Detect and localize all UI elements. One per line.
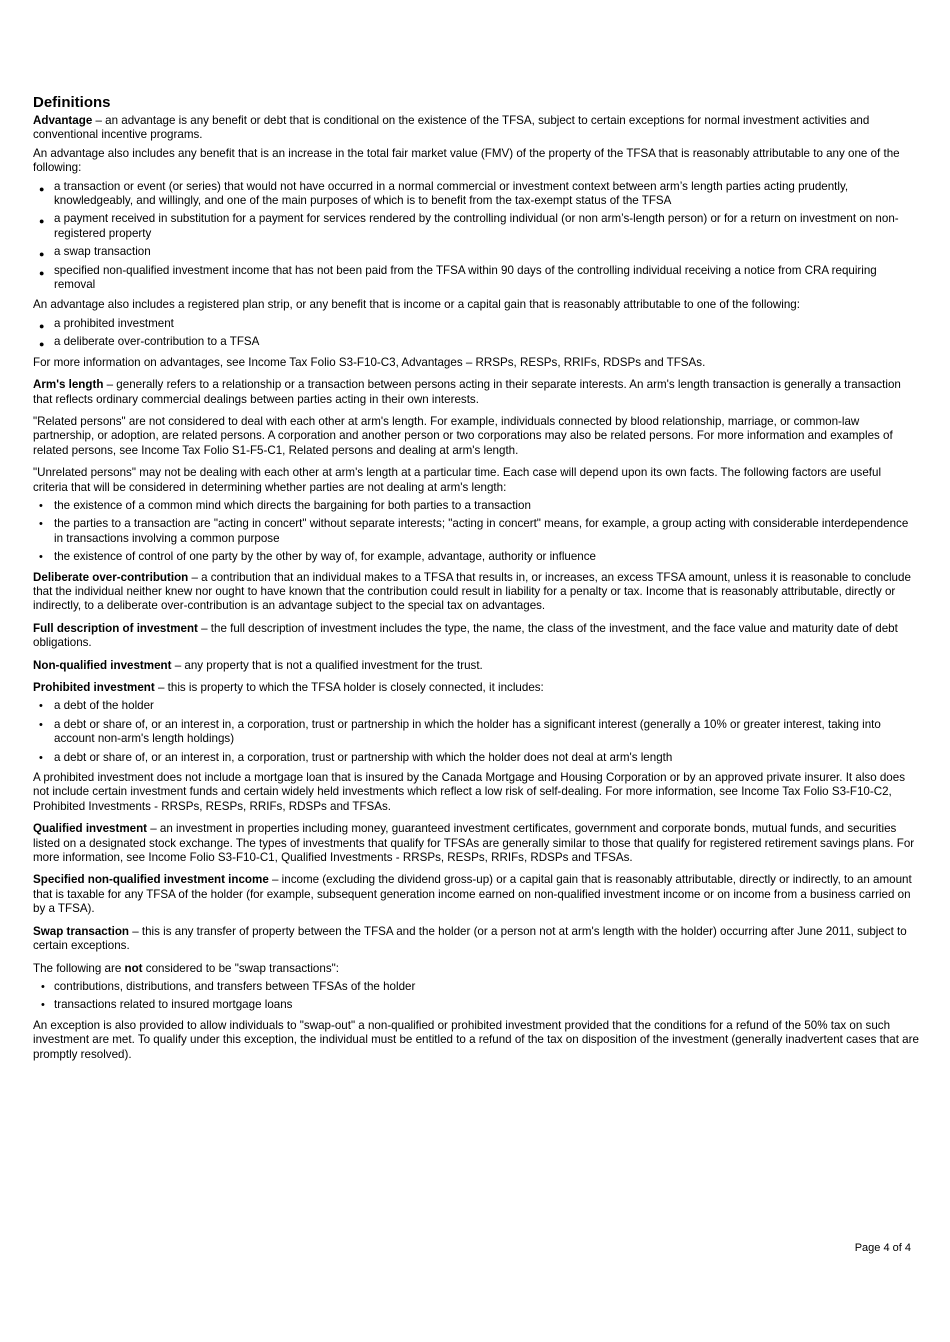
paragraph: "Unrelated persons" may not be dealing with each other at arm's length at a particular time. Each case will depend upon its own facts. The following factors are useful criteria that will be considered in determining whether parties are not dealing at arm's length: (33, 466, 882, 494)
bullet-icon: • (39, 518, 43, 531)
bullet-icon: • (39, 751, 43, 764)
paragraph: An exception is also provided to allow individuals to "swap-out" a non-qualified or prohibited investment provided that the conditions for a refund of the 50% tax on such investment are met. To qualify under this exception, the individual must be entitled to a refund of the tax on disposition of the investment (generally inadvertent cases that are promptly resolved). (33, 1018, 919, 1061)
section-heading: Definitions (33, 94, 111, 111)
bullet-icon: ● (39, 216, 45, 227)
definition-text: – the full description of investment includes the type, the name, the class of the investment, and the face value and maturity date of debt obligations. (33, 621, 898, 650)
list-item: • the parties to a transaction are "acting in concert" without separate interests; "acting in concert" means, for example, a group acting with considerable interdependence in transactions involving a common purpose (39, 517, 909, 545)
list-item: ● a transaction or event (or series) that would not have occurred in a normal commercial or investment context between arm’s length parties acting prudently, knowledgeably, and willingly, and one of the main purposes of which is to benefit from the tax-exempt status of the TFSA (39, 179, 849, 208)
bullet-icon: ● (39, 267, 45, 278)
definition-advantage (33, 114, 919, 143)
definition-specified (33, 873, 919, 916)
definition-text: – income (excluding the dividend gross-up) or a capital gain that is reasonably attributable, directly or indirectly, to an amount that is taxable for any TFSA of the holder (for example, subsequent generation income earned on non-qualified investment income or on income from a business carried on by a TFSA). (33, 873, 912, 916)
definition-non-qualified (33, 659, 919, 673)
term-specified: Specified non-qualified investment income (33, 873, 269, 887)
term-qualified: Qualified investment (33, 822, 148, 836)
list-item: ● a deliberate over-contribution to a TFSA (33, 335, 919, 349)
swap-not-paragraph: The following are not considered to be "swap transactions": (33, 961, 339, 975)
definition-text: – this is any transfer of property between the TFSA and the holder (or a person not at arm's length with the holder) occurring after June 2011, subject to certain exceptions. (33, 924, 907, 953)
paragraph: "Related persons" are not considered to deal with each other at arm's length. For example, individuals connected by blood relationship, marriage, or common-law partnership, or adoption, are related persons. A corporation and another person or two corporations may also be related persons. For more information and examples of related persons, see Income Tax Folio S1-F5-C1, Related persons and dealing at arm's length. (33, 414, 893, 457)
definition-full-description (33, 622, 919, 651)
paragraph: For more information on advantages, see Income Tax Folio S3-F10-C3, Advantages – RRSPs, RESPs, RRIFs, RDSPs and TFSAs. (33, 355, 706, 369)
list-item: ● a payment received in substitution for a payment for services rendered by the controlling individual (or non arm’s-length person) or for a return on investment on non-registered property (39, 212, 899, 240)
term-deliberate-over-contribution: Deliberate over-contribution (33, 570, 189, 584)
list-item: • a debt or share of, or an interest in, a corporation, trust or partnership in which the holder has a significant interest (generally a 10% or greater interest, taking into account non-arm's length holdings) (39, 717, 881, 746)
bullet-icon: • (39, 499, 43, 512)
term-full-description: Full description of investment (33, 621, 198, 635)
advantage-list-1 (33, 180, 919, 293)
definition-qualified (33, 822, 919, 865)
list-item: ● specified non-qualified investment income that has not been paid from the TFSA within 90 days of the controlling individual receiving a notice from CRA requiring removal (39, 263, 877, 292)
page-number: Page 4 of 4 (854, 1242, 911, 1254)
list-item: ● a swap transaction (33, 245, 919, 259)
paragraph: An advantage also includes a registered plan strip, or any benefit that is income or a capital gain that is reasonably attributable to one of the following: (33, 298, 800, 312)
definition-deliberate-over-contribution (33, 571, 919, 614)
list-item: • the existence of control of one party by the other by way of, for example, advantage, authority or influence (39, 550, 597, 564)
term-advantage: Advantage (33, 114, 93, 127)
list-item: • the existence of a common mind which directs the bargaining for both parties to a transaction (39, 498, 531, 512)
document-body (33, 94, 919, 1070)
term-non-qualified: Non-qualified investment (33, 658, 172, 672)
bullet-icon: ● (39, 249, 45, 260)
list-item: • contributions, distributions, and transfers between TFSAs of the holder (41, 979, 416, 993)
definition-text: – generally refers to a relationship or a transaction between persons acting in their separate interests. An arm's length transaction is generally a transaction that reflects ordinary commercial dealings between parties acting in their own interests. (33, 378, 901, 406)
definition-text: – an investment in properties including money, guaranteed investment certificates, government and corporate bonds, mutual funds, and securities listed on a designated stock exchange. The types of investments that qualify for TFSAs are generally similar to those that qualify for registered retirement savings plans. For more information, see Income Folio S3-F10-C1, Qualified Investments - RRSPs, RESPs, RRIFs, RDSPs and TFSAs. (33, 822, 915, 865)
paragraph: An advantage also includes any benefit that is an increase in the total fair market value (FMV) of the property of the TFSA that is reasonably attributable to any one of the following: (33, 146, 900, 175)
definition-text: – this is property to which the TFSA holder is closely connected, it includes: (154, 681, 544, 694)
list-item: ● a prohibited investment (33, 317, 919, 331)
bullet-icon: ● (39, 183, 45, 194)
term-arms-length: Arm's length (33, 378, 104, 392)
term-swap: Swap transaction (33, 924, 129, 938)
arms-length-list (33, 499, 919, 565)
definition-text: – a contribution that an individual makes to a TFSA that results in, or increases, an excess TFSA amount, unless it is reasonable to conclude that the individual neither knew nor ought to have known that the contribution could result in liability for a penalty or tax. Income that is reasonably attributable, directly or indirectly, to a deliberate over-contribution is an advantage subject to the special tax on advantages. (33, 570, 911, 613)
definition-swap (33, 925, 919, 954)
term-prohibited: Prohibited investment (33, 681, 155, 694)
prohibited-list (33, 699, 919, 765)
bullet-icon: • (41, 980, 45, 993)
swap-list (33, 980, 919, 1013)
definition-text: – an advantage is any benefit or debt that is conditional on the existence of the TFSA, subject to certain exceptions for normal investment activities and conventional incentive programs. (33, 114, 870, 142)
bullet-icon: • (39, 700, 43, 713)
definition-text: – any property that is not a qualified investment for the trust. (171, 658, 483, 672)
list-item: • a debt of the holder (39, 699, 154, 713)
bullet-icon: • (39, 718, 43, 731)
bullet-icon: • (41, 999, 45, 1012)
definition-prohibited (33, 681, 919, 695)
advantage-list-2 (33, 317, 919, 350)
list-item: • transactions related to insured mortgage loans (41, 998, 293, 1012)
bullet-icon: • (39, 551, 43, 564)
bullet-icon: ● (39, 339, 45, 350)
paragraph: A prohibited investment does not include a mortgage loan that is insured by the Canada Mortgage and Housing Corporation or by an approved private insurer. It also does not include certain investment funds and certain widely held investments which reflect a low risk of self-dealing. For more information, see Income Tax Folio S3-F10-C2, Prohibited Investments - RRSPs, RESPs, RRIFs, RDSPs and TFSAs. (33, 771, 905, 813)
bullet-icon: ● (39, 320, 45, 331)
definition-arms-length (33, 378, 919, 407)
list-item: • a debt or share of, or an interest in, a corporation, trust or partnership with which the holder does not deal at arm's length (39, 750, 673, 764)
